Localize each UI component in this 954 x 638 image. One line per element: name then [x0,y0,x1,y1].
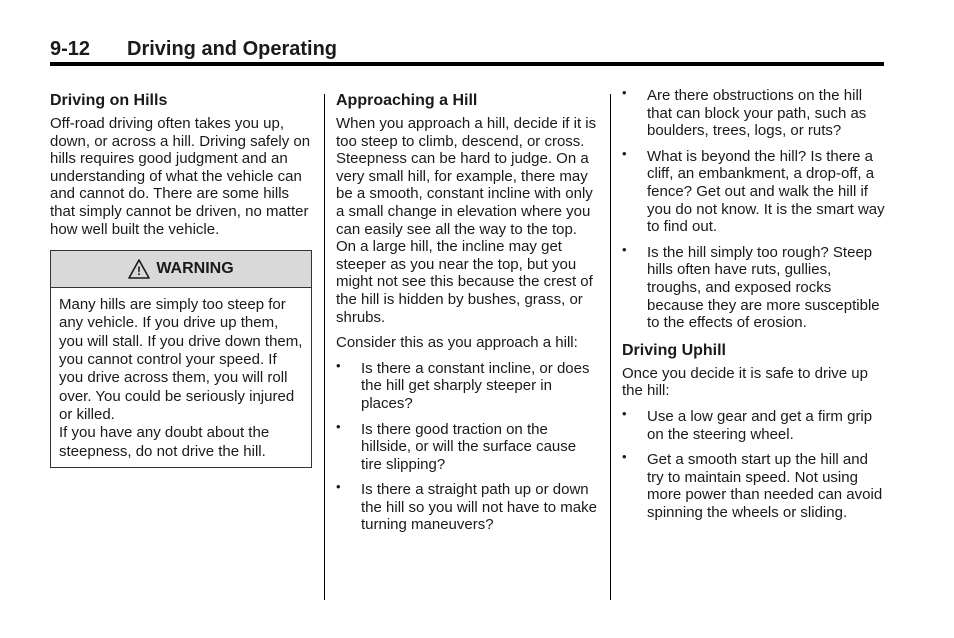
bullet-icon: • [622,85,627,100]
column-divider-1 [324,94,325,600]
section-heading-approaching-a-hill: Approaching a Hill [336,92,478,109]
column-3 [622,87,886,529]
warning-body [51,288,311,467]
page-number: 9-12 [50,38,91,60]
warning-box [50,250,312,468]
column-divider-2 [610,94,611,600]
list-item: • What is beyond the hill? Is there a cliff, an embankment, a drop-off, a fence? Get out and walk the hill if you do not know. It is the smart way to find out. [622,145,885,236]
bullet-icon: • [622,449,627,465]
section-heading-driving-uphill: Driving Uphill [622,341,726,359]
bullet-icon: • [336,357,341,373]
chapter-title: Driving and Operating [127,38,338,60]
column-2 [336,92,600,542]
list-item: • Is there a straight path up or down the hill so you will not have to make turning maneuvers? [336,479,597,534]
list-item: • Is the hill simply too rough? Steep hills often have ruts, gullies, troughs, and exposed rocks because they are more susceptible to the effects of erosion. [622,241,880,332]
paragraph: When you approach a hill, decide if it is too steep to climb, descend, or cross. Steepness can be hard to judge. On a very small hill, for example, there may be a smooth, constant incline with only a small change in elevation where you can easily see all the way to the top. On a large hill, the incline may get steeper as you near the top, but you might not see this because the crest of the hill is hidden by bushes, grass, or shrubs. [336,115,597,326]
header-rule [50,62,884,66]
column-1 [50,92,312,468]
paragraph: Off-road driving often takes you up, down, or across a hill. Driving safely on hills requires good judgment and an understanding of what the vehicle can and cannot do. There are some hills that simply cannot be driven, no matter how well built the vehicle. [50,115,311,238]
paragraph: Consider this as you approach a hill: [336,334,578,352]
bullet-icon: • [336,418,341,434]
paragraph: Once you decide it is safe to drive up the hill: [622,364,868,400]
list-item: • Is there a constant incline, or does the hill get sharply steeper in places? [336,357,590,412]
bullet-list [622,405,886,522]
warning-text: Many hills are simply too steep for any vehicle. If you drive up them, you will stall. If you drive down them, you cannot control your speed. If you drive across them, you will roll over. You could be seriously injured or killed. [59,296,303,423]
bullet-list [336,357,600,534]
warning-label: WARNING [156,260,234,278]
list-item: • Get a smooth start up the hill and try to maintain speed. Not using more power than needed can avoid spinning the wheels or sliding. [622,449,883,521]
list-item: • Are there obstructions on the hill that can block your path, such as boulders, trees, logs, or ruts? [622,85,867,140]
warning-icon-symbol: ! [137,264,142,279]
list-item: • Use a low gear and get a firm grip on the steering wheel. [622,405,873,443]
bullet-icon: • [622,405,627,421]
bullet-icon: • [622,241,627,257]
bullet-icon: • [622,145,627,161]
warning-header [51,251,311,288]
bullet-icon: • [336,479,341,495]
list-item: • Is there good traction on the hillside, or will the surface cause tire slipping? [336,418,577,473]
warning-triangle-icon [128,259,150,279]
bullet-list [622,87,886,332]
warning-text: If you have any doubt about the steepness, do not drive the hill. [59,424,270,460]
section-heading-driving-on-hills: Driving on Hills [50,92,168,109]
